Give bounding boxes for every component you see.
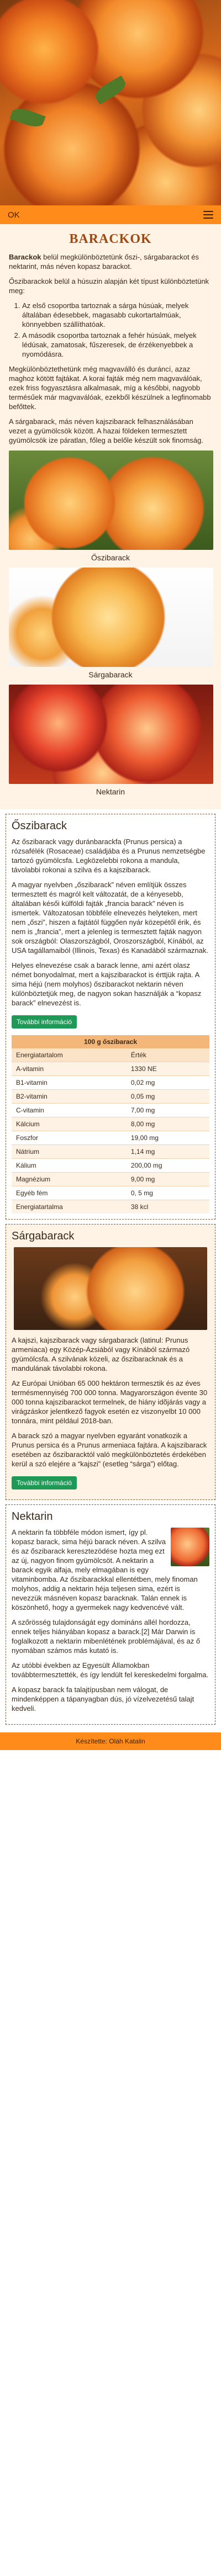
type-list xyxy=(9,301,212,359)
nutrition-table xyxy=(12,1035,209,1213)
table-row xyxy=(12,1186,209,1200)
oszibarack-card xyxy=(6,814,215,1220)
page-title: BARACKOK xyxy=(69,232,152,246)
nutrient-name: Energiatartalma xyxy=(12,1200,127,1214)
figure-nektarin xyxy=(9,685,212,796)
section-paragraph: A magyar nyelvben „őszibarack” néven említjük összes termesztett és magról kelt változatát, de a kényesebb, általában késői külföldi fajták „francia barack” néven is ismertek. Változatosan többféle elnevezés helyteken, mert nem „őszi”, hiszen a fajtától függően nyár közepétől érik, és nem is „francia”, mert a jelenleg is termesztett fajták nagyon sok országból: Olaszországból, Oroszországból, Kínából, az USA tagállamaiból (Illinois, Texas) és Kanadából származnak. xyxy=(12,881,208,955)
more-info-button[interactable]: További információ xyxy=(12,1015,77,1029)
section-paragraph: Helyes elnevezése csak a barack lenne, ami azért olasz német bonyodalmat, mert a kajszibarackot is érttjük rajta. A sima héjú (nem molyhos) őszibarackot nektarin néven különböztetjük meg, de nagyon sokan használják a “kopasz barack” elnevezést is. xyxy=(12,961,202,1007)
figure-sargabarack xyxy=(9,568,212,679)
section-paragraph: A nektarin fa többféle módon ismert, így pl. kopasz barack, sima héjú barack néven. A szilva és az őszibarack keresztezödése hozta meg ezt az új, nagyon finom gyümölcsöt. A nektarin a barack egyik alfaja, mely elmagában is egy vitaminbomba. Az őszibarackkal ellentétben, mely finoman molyhos, addig a nektarin héja teljesen sima, ezért is nevezzük másnéven kopasz baracknak. Talán ennek is köszönhető, hogy a gyermekek nagy kedvencévé vált. xyxy=(12,1528,198,1612)
table-caption: 100 g őszibarack xyxy=(12,1035,209,1048)
nutrient-value: 0, 5 mg xyxy=(127,1186,209,1200)
intro-text: belül megkülönböztetünk őszi-, sárgabarackot és nektarint, más néven kopasz barackot. xyxy=(9,253,199,271)
section-heading: Sárgabarack xyxy=(12,1230,75,1242)
nutrient-value: 7,00 mg xyxy=(127,1104,209,1117)
nutrient-name: B1-vitamin xyxy=(12,1076,127,1090)
table-header: Érték xyxy=(127,1048,209,1062)
intro-paragraph: A sárgabarack, más néven kajszibarack felhasználásában vezet a gyümölcsök között. A hazai földeken termesztett gyümölcsök ize páratlan, főleg a belőle készült sok finomság. xyxy=(9,417,203,444)
table-row xyxy=(12,1131,209,1145)
section-paragraph: Az őszibarack vagy duránbarackfa (Prunus persica) a rózsafélék (Rosaceae) családjába és a Prunus nemzetségbe tartozó gyümölcsfa. Legközelebbi rokona a mandula, távolabbi rokonai a szilva és a kajszibarack. xyxy=(12,838,206,874)
intro-section xyxy=(0,224,221,809)
more-info-button[interactable]: További információ xyxy=(12,1476,77,1490)
leaf-decoration xyxy=(9,105,45,130)
figure-caption: Nektarin xyxy=(96,787,125,796)
nutrient-value: 1330 NE xyxy=(127,1062,209,1076)
intro-paragraph: Őszibarackok belül a húsuzin alapján két típust különböztetünk meg: xyxy=(9,277,209,295)
nutrient-value: 0,02 mg xyxy=(127,1076,209,1090)
nutrient-value: 200,00 mg xyxy=(127,1159,209,1173)
leaf-decoration xyxy=(93,76,129,105)
table-header: Energiatartalom xyxy=(12,1048,127,1062)
nutrient-name: Foszfor xyxy=(12,1131,127,1145)
brand-link[interactable]: OK xyxy=(8,210,20,220)
section-paragraph: A kajszi, kajszibarack vagy sárgabarack (latinul: Prunus armeniaca) egy Közép-Ázsiából vagy Kínából származó gyümölcsfa. A szilvának közeli, az őszibaracknak és a mandulának távolabbi rokona. xyxy=(12,1336,190,1372)
table-row xyxy=(12,1062,209,1076)
table-row xyxy=(12,1117,209,1131)
intro-paragraph xyxy=(9,252,212,271)
list-item: 2. A második csoportba tartoznak a fehér húsúak, melyek lédúsak, zamatosak, fűszeresek, de érzékenyebbek a nyomódásra. xyxy=(22,331,212,359)
nutrient-name: Magnézium xyxy=(12,1173,127,1186)
footer-text: Készítette: Oláh Katalin xyxy=(76,1737,145,1745)
hero-image xyxy=(0,0,221,205)
oszibarack-image xyxy=(9,450,213,550)
sargabarack-card xyxy=(6,1224,215,1500)
nutrient-name: A-vitamin xyxy=(12,1062,127,1076)
section-paragraph: A kopasz barack fa talajtípusban nem válogat, de mindenképpen a tápanyagban dús, jó vízelvezetésű talajt kedveli. xyxy=(12,1685,194,1713)
table-row xyxy=(12,1159,209,1173)
nektarin-card xyxy=(6,1504,215,1725)
section-heading: Nektarin xyxy=(12,1510,53,1523)
section-heading: Őszibarack xyxy=(12,820,67,832)
nutrient-name: Egyéb fém xyxy=(12,1186,127,1200)
nutrient-name: Kálcium xyxy=(12,1117,127,1131)
nutrient-value: 8,00 mg xyxy=(127,1117,209,1131)
sargabarack-image xyxy=(9,568,213,667)
figure-oszibarack xyxy=(9,450,212,562)
nutrient-value: 0,05 mg xyxy=(127,1090,209,1104)
section-paragraph: A barack szó a magyar nyelvben egyaránt vonatkozik a Prunus persica és a Prunus armeniaca fajtára. A kajszibarack esetében az őszibaracktól való megkülönböztetés érdekében kerül a szó elejére a “kajszi” (esetleg “sárga”) előtag. xyxy=(12,1432,207,1468)
nutrient-value: 9,00 mg xyxy=(127,1173,209,1186)
section-paragraph: Az Európai Unióban 65 000 hektáron termesztik és az éves termésmennyiség 700 000 tonna. Magyarországon évente 30 000 tonna kajszibarackot termelnek, de hiány idõjárás vagy a virágzáskor jelentkező fagyok esetén ez viszonyelbt 10 000 tonnára, mint például 2018-ban. xyxy=(12,1379,208,1425)
nutrient-value: 1,14 mg xyxy=(127,1145,209,1159)
footer xyxy=(0,1732,221,1750)
nutrient-name: Kálium xyxy=(12,1159,127,1173)
table-row xyxy=(12,1076,209,1090)
menu-icon[interactable] xyxy=(203,211,213,219)
nektarin-image xyxy=(9,685,213,784)
figure-caption: Sárgabarack xyxy=(88,670,133,679)
nutrient-name: Nátrium xyxy=(12,1145,127,1159)
sargabarack-photo xyxy=(14,1247,207,1330)
table-row xyxy=(12,1200,209,1214)
nektarin-photo xyxy=(171,1528,209,1566)
table-body xyxy=(12,1062,209,1214)
intro-paragraph: Megkülönböztethetünk még magvaválló és duráncí, azaz maghoz kötött fajtákat. A korai fajták még nem magvaválóak, ezek friss fogyasztásra alkalmasak, míg a későbbi, nagyobb termésűek már magvaválóak, ezekből készülnek a legfinomabb befőttek. xyxy=(9,365,211,411)
table-row xyxy=(12,1090,209,1104)
table-row xyxy=(12,1145,209,1159)
table-row xyxy=(12,1104,209,1117)
nutrient-name: C-vitamin xyxy=(12,1104,127,1117)
list-item: 1. Az első csoportba tartoznak a sárga húsúak, melyek általában édesebbek, magasabb cukortartalmúak, könnyebben szállíthatóak. xyxy=(22,301,212,329)
section-paragraph: A szőrösség tulajdonságát egy domináns allél hordozza, ennek teljes hiányában kopasz a barack.[2] Már Darwin is foglalkozott a nektarin mibenlétének problémájával, és az ő nyomában számos más kutató is. xyxy=(12,1618,201,1655)
nutrient-value: 38 kcl xyxy=(127,1200,209,1214)
intro-bold: Barackok xyxy=(9,253,41,261)
nutrient-name: B2-vitamin xyxy=(12,1090,127,1104)
nutrient-value: 19,00 mg xyxy=(127,1131,209,1145)
table-header-row xyxy=(12,1048,209,1062)
section-paragraph: Az utóbbi években az Egyesült Államokban továbbtermesztették, és így lendült fel kereskedelmi forgalma. xyxy=(12,1661,209,1679)
navbar xyxy=(0,205,221,224)
table-row xyxy=(12,1173,209,1186)
figure-caption: Őszibarack xyxy=(91,553,130,562)
